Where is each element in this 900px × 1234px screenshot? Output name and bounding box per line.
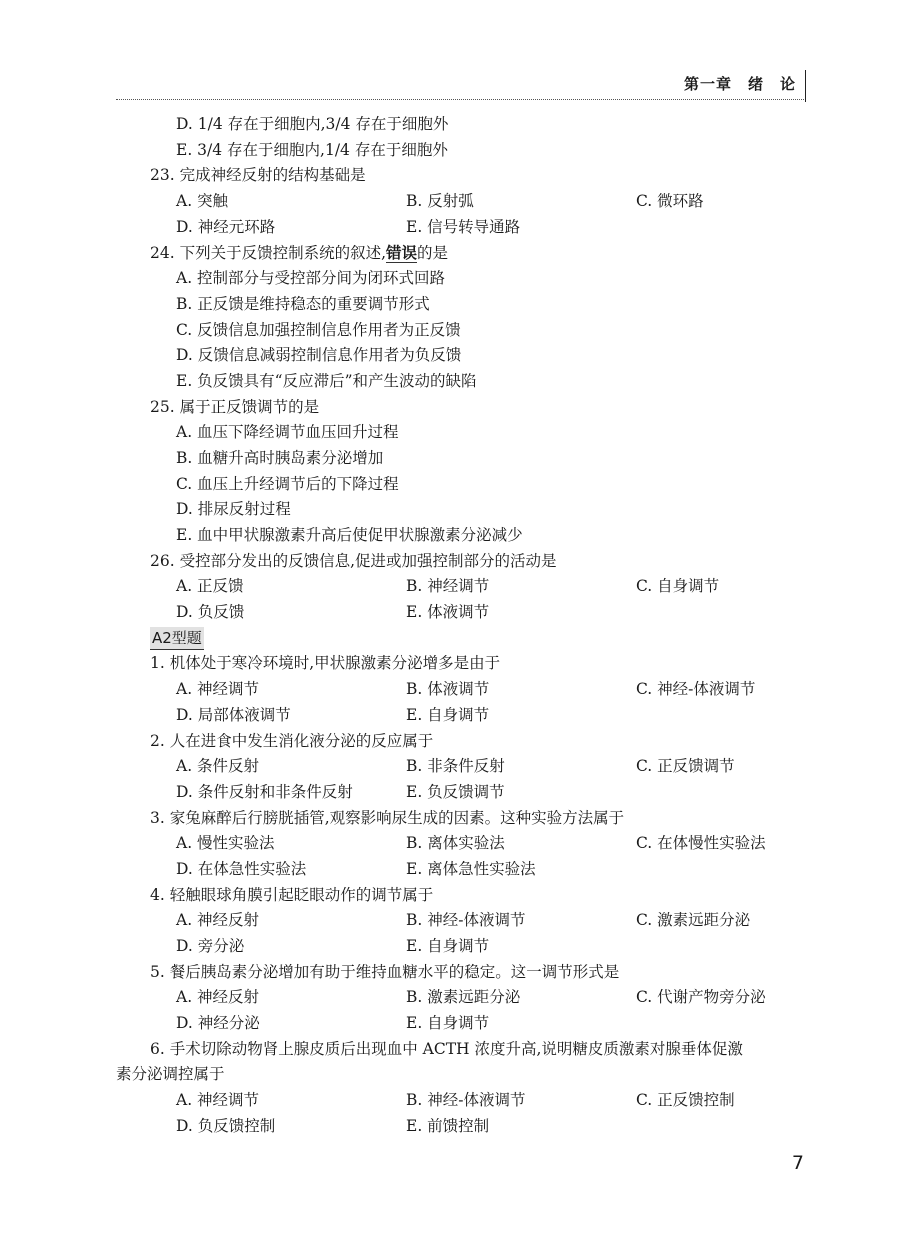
a2-q6-option-c: C. 正反馈控制: [636, 1091, 735, 1110]
a2-q6-option-d: D. 负反馈控制: [176, 1116, 276, 1135]
header-dotted-rule: [116, 99, 806, 100]
a2-q2-options-row2: [116, 780, 806, 806]
q22-option-d: D. 1/4 存在于细胞内,3/4 存在于细胞外: [176, 115, 449, 133]
a2-q4-option-b: B. 神经-体液调节: [406, 911, 526, 930]
a2-q5-option-a: A. 神经反射: [176, 988, 260, 1007]
a2-q3-options-row2: [116, 857, 806, 883]
a2-q2-option-d: D. 条件反射和非条件反射: [176, 782, 353, 801]
q24-option-d: D. 反馈信息减弱控制信息作用者为负反馈: [176, 346, 462, 365]
a2-q4-options-row1: [116, 908, 806, 934]
q26-option-a: A. 正反馈: [176, 577, 244, 596]
a2-q3-option-a: A. 慢性实验法: [176, 834, 275, 853]
a2-q6-stem-line1: 6. 手术切除动物肾上腺皮质后出现血中 ACTH 浓度升高,说明糖皮质激素对腺垂体促激: [150, 1039, 743, 1058]
a2-q1-options-row1: [116, 677, 806, 703]
a2-q4-options-row2: [116, 934, 806, 960]
a2-q4-option-c: C. 激素远距分泌: [636, 911, 751, 930]
q24-stem-post: 的是: [417, 244, 449, 263]
a2-q3-option-e: E. 离体急性实验法: [406, 859, 536, 878]
a2-q5-option-c: C. 代谢产物旁分泌: [636, 988, 766, 1007]
a2-q3-options-row1: [116, 831, 806, 857]
q24-stem-emphasis: 错误: [386, 243, 418, 263]
q25-option-d: D. 排尿反射过程: [176, 500, 291, 519]
q26-option-e: E. 体液调节: [406, 603, 490, 622]
a2-q2-option-e: E. 负反馈调节: [406, 782, 505, 801]
a2-q5-stem: 5. 餐后胰岛素分泌增加有助于维持血糖水平的稳定。这一调节形式是: [150, 962, 620, 981]
a2-q2-option-c: C. 正反馈调节: [636, 757, 735, 776]
a2-q6-option-a: A. 神经调节: [176, 1091, 260, 1110]
q23-option-b: B. 反射弧: [406, 192, 474, 211]
q23-options-row2: [116, 215, 806, 241]
header-vertical-bar: [805, 70, 806, 102]
a2-q5-option-d: D. 神经分泌: [176, 1014, 260, 1033]
a2-q6-option-e: E. 前馈控制: [406, 1116, 490, 1135]
q26-option-c: C. 自身调节: [636, 577, 720, 596]
a2-q1-option-a: A. 神经调节: [176, 680, 260, 699]
q26-options-row2: [116, 600, 806, 626]
section-heading-a2: A2型题: [150, 627, 204, 650]
q24-stem: [116, 240, 806, 266]
a2-q1-stem: 1. 机体处于寒冷环境时,甲状腺激素分泌增多是由于: [150, 654, 501, 673]
a2-q2-stem: 2. 人在进食中发生消化液分泌的反应属于: [150, 731, 434, 750]
a2-q1-options-row2: [116, 703, 806, 729]
q23-option-a: A. 突触: [176, 192, 229, 211]
q24-option-a: A. 控制部分与受控部分间为闭环式回路: [176, 269, 446, 288]
a2-q2-option-a: A. 条件反射: [176, 757, 260, 776]
section-heading-row: [116, 626, 806, 652]
a2-q5-option-b: B. 激素远距分泌: [406, 988, 521, 1007]
a2-q1-option-b: B. 体液调节: [406, 680, 490, 699]
a2-q4-stem: 4. 轻触眼球角膜引起眨眼动作的调节属于: [150, 885, 434, 904]
a2-q5-options-row1: [116, 985, 806, 1011]
q25-option-a: A. 血压下降经调节血压回升过程: [176, 423, 399, 442]
q25-option-e: E. 血中甲状腺激素升高后使促甲状腺激素分泌减少: [176, 526, 523, 544]
a2-q6-options-row1: [116, 1088, 806, 1114]
q24-option-e: E. 负反馈具有“反应滞后”和产生波动的缺陷: [176, 371, 477, 390]
q26-option-b: B. 神经调节: [406, 577, 490, 596]
a2-q2-option-b: B. 非条件反射: [406, 757, 505, 776]
chapter-title: 第一章 绪 论: [683, 75, 796, 93]
a2-q4-option-d: D. 旁分泌: [176, 937, 245, 955]
q25-stem: 25. 属于正反馈调节的是: [150, 397, 320, 416]
a2-q1-option-d: D. 局部体液调节: [176, 705, 291, 724]
page-number: 7: [791, 1152, 804, 1174]
a2-q2-options-row1: [116, 754, 806, 780]
a2-q6-options-row2: [116, 1114, 806, 1140]
a2-q3-option-c: C. 在体慢性实验法: [636, 834, 766, 853]
q25-option-b: B. 血糖升高时胰岛素分泌增加: [176, 448, 384, 467]
a2-q6-option-b: B. 神经-体液调节: [406, 1091, 526, 1110]
a2-q3-option-b: B. 离体实验法: [406, 834, 505, 853]
a2-q5-option-e: E. 自身调节: [406, 1014, 490, 1033]
q26-options-row1: [116, 574, 806, 600]
q23-option-e: E. 信号转导通路: [406, 217, 521, 236]
q22-option-e: E. 3/4 存在于细胞内,1/4 存在于细胞外: [176, 140, 448, 159]
q23-stem: 23. 完成神经反射的结构基础是: [150, 166, 366, 185]
q23-options-row1: [116, 189, 806, 215]
q24-option-c: C. 反馈信息加强控制信息作用者为正反馈: [176, 320, 461, 339]
q23-option-d: D. 神经元环路: [176, 217, 276, 236]
a2-q3-stem: 3. 家兔麻醉后行膀胱插管,观察影响尿生成的因素。这种实验方法属于: [150, 808, 625, 827]
a2-q4-option-a: A. 神经反射: [176, 911, 260, 930]
running-header: [116, 66, 806, 100]
q25-option-c: C. 血压上升经调节后的下降过程: [176, 474, 399, 493]
q23-option-c: C. 微环路: [636, 192, 704, 211]
q26-stem: 26. 受控部分发出的反馈信息,促进或加强控制部分的活动是: [150, 551, 557, 570]
a2-q1-option-e: E. 自身调节: [406, 705, 490, 724]
a2-q1-option-c: C. 神经-体液调节: [636, 680, 756, 699]
a2-q3-option-d: D. 在体急性实验法: [176, 859, 307, 878]
a2-q4-option-e: E. 自身调节: [406, 937, 490, 955]
q24-stem-pre: 24. 下列关于反馈控制系统的叙述,: [150, 244, 387, 263]
a2-q5-options-row2: [116, 1011, 806, 1037]
page-body: [116, 112, 806, 1140]
q26-option-d: D. 负反馈: [176, 603, 245, 622]
q24-option-b: B. 正反馈是维持稳态的重要调节形式: [176, 294, 430, 313]
a2-q6-stem-line2: 素分泌调控属于: [116, 1065, 225, 1084]
